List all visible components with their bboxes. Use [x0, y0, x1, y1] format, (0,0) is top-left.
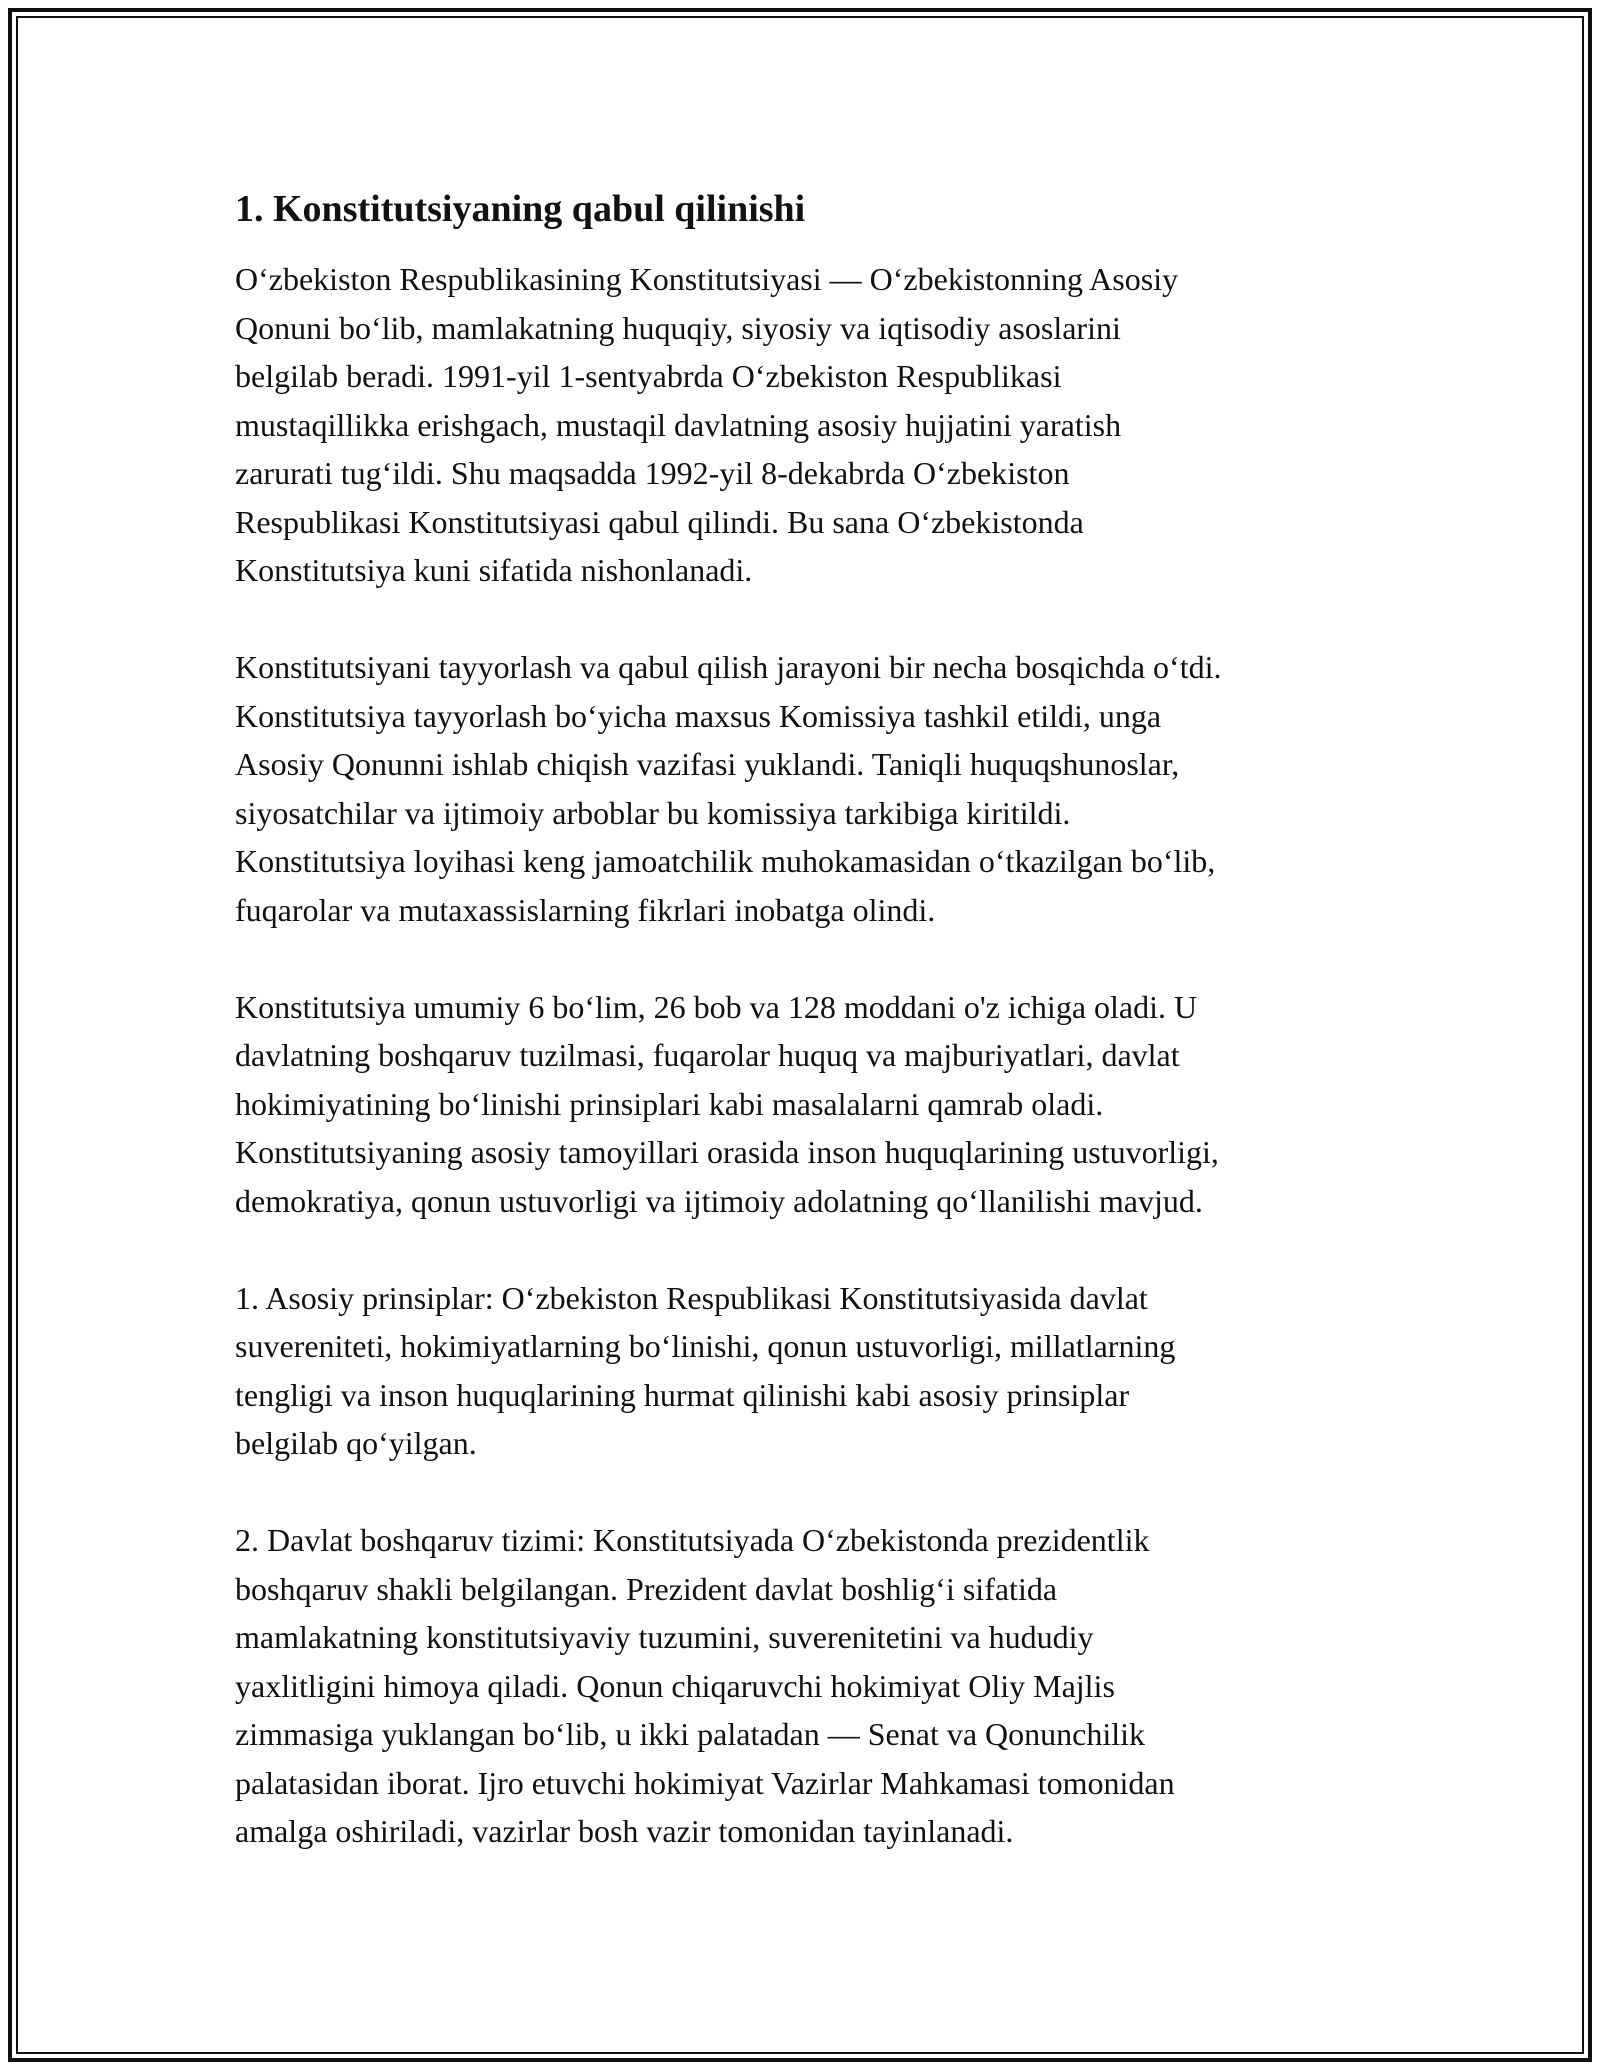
text-line: amalga oshiriladi, vazirlar bosh vazir tomonidan tayinlanadi. [235, 1813, 1014, 1849]
text-line: boshqaruv shakli belgilangan. Prezident davlat boshlig‘i sifatida [235, 1570, 1058, 1607]
document-title: 1. Konstitutsiyaning qabul qilinishi [235, 188, 806, 230]
text-line: mustaqillikka erishgach, mustaqil davlatning asosiy hujjatini yaratish [235, 406, 1122, 443]
text-line: demokratiya, qonun ustuvorligi va ijtimoiy adolatning qo‘llanilishi mavjud. [235, 1182, 1203, 1219]
text-line: Asosiy Qonunni ishlab chiqish vazifasi yuklandi. Taniqli huquqshunoslar, [235, 746, 1180, 782]
text-line: Konstitutsiya kuni sifatida nishonlanadi. [235, 552, 753, 588]
text-line: Konstitutsiya umumiy 6 bo‘lim, 26 bob va 128 moddani o'z ichiga oladi. U [235, 988, 1198, 1025]
text-line: belgilab qo‘yilgan. [235, 1425, 477, 1461]
text-line: yaxlitligini himoya qiladi. Qonun chiqaruvchi hokimiyat Oliy Majlis [235, 1667, 1115, 1704]
text-line: Qonuni bo‘lib, mamlakatning huquqiy, siyosiy va iqtisodiy asoslarini [235, 309, 1121, 346]
text-line: mamlakatning konstitutsiyaviy tuzumini, suverenitetini va hududiy [235, 1619, 1094, 1655]
text-line: palatasidan iborat. Ijro etuvchi hokimiyat Vazirlar Mahkamasi tomonidan [235, 1764, 1175, 1801]
text-line: Konstitutsiyaning asosiy tamoyillari orasida inson huquqlarining ustuvorligi, [235, 1134, 1219, 1170]
text-line: Respublikasi Konstitutsiyasi qabul qilindi. Bu sana O‘zbekistonda [235, 503, 1084, 540]
paragraph-intro [235, 255, 1395, 595]
text-line: siyosatchilar va ijtimoiy arboblar bu komissiya tarkibiga kiritildi. [235, 794, 1071, 831]
text-line: Konstitutsiya tayyorlash bo‘yicha maxsus Komissiya tashkil etildi, unga [235, 697, 1162, 734]
text-line: davlatning boshqaruv tuzilmasi, fuqarolar huquq va majburiyatlari, davlat [235, 1037, 1180, 1073]
text-line: fuqarolar va mutaxassislarning fikrlari inobatga olindi. [235, 891, 936, 928]
paragraph-government-system [235, 1516, 1395, 1856]
text-line: hokimiyatining bo‘linishi prinsiplari kabi masalalarni qamrab oladi. [235, 1085, 1104, 1122]
text-line: zarurati tug‘ildi. Shu maqsadda 1992-yil 8-dekabrda O‘zbekiston [235, 455, 1070, 491]
paragraph-preparation [235, 643, 1395, 934]
document-body [235, 185, 1395, 1904]
text-line: zimmasiga yuklangan bo‘lib, u ikki palatadan — Senat va Qonunchilik [235, 1716, 1146, 1752]
text-line: tengligi va inson huquqlarining hurmat qilinishi kabi asosiy prinsiplar [235, 1376, 1130, 1413]
text-line: 2. Davlat boshqaruv tizimi: Konstitutsiyada O‘zbekistonda prezidentlik [235, 1522, 1150, 1558]
paragraph-principles [235, 1274, 1395, 1468]
text-line: belgilab beradi. 1991-yil 1-sentyabrda O‘zbekiston Respublikasi [235, 358, 1062, 394]
text-line: Konstitutsiyani tayyorlash va qabul qilish jarayoni bir necha bosqichda o‘tdi. [235, 649, 1222, 685]
text-line: O‘zbekiston Respublikasining Konstitutsiyasi — O‘zbekistonning Asosiy [235, 261, 1179, 297]
text-line: 1. Asosiy prinsiplar: O‘zbekiston Respublikasi Konstitutsiyasida davlat [235, 1279, 1148, 1316]
text-line: Konstitutsiya loyihasi keng jamoatchilik muhokamasidan o‘tkazilgan bo‘lib, [235, 843, 1216, 879]
text-line: suvereniteti, hokimiyatlarning bo‘linishi, qonun ustuvorligi, millatlarning [235, 1328, 1176, 1364]
paragraph-structure [235, 983, 1395, 1226]
